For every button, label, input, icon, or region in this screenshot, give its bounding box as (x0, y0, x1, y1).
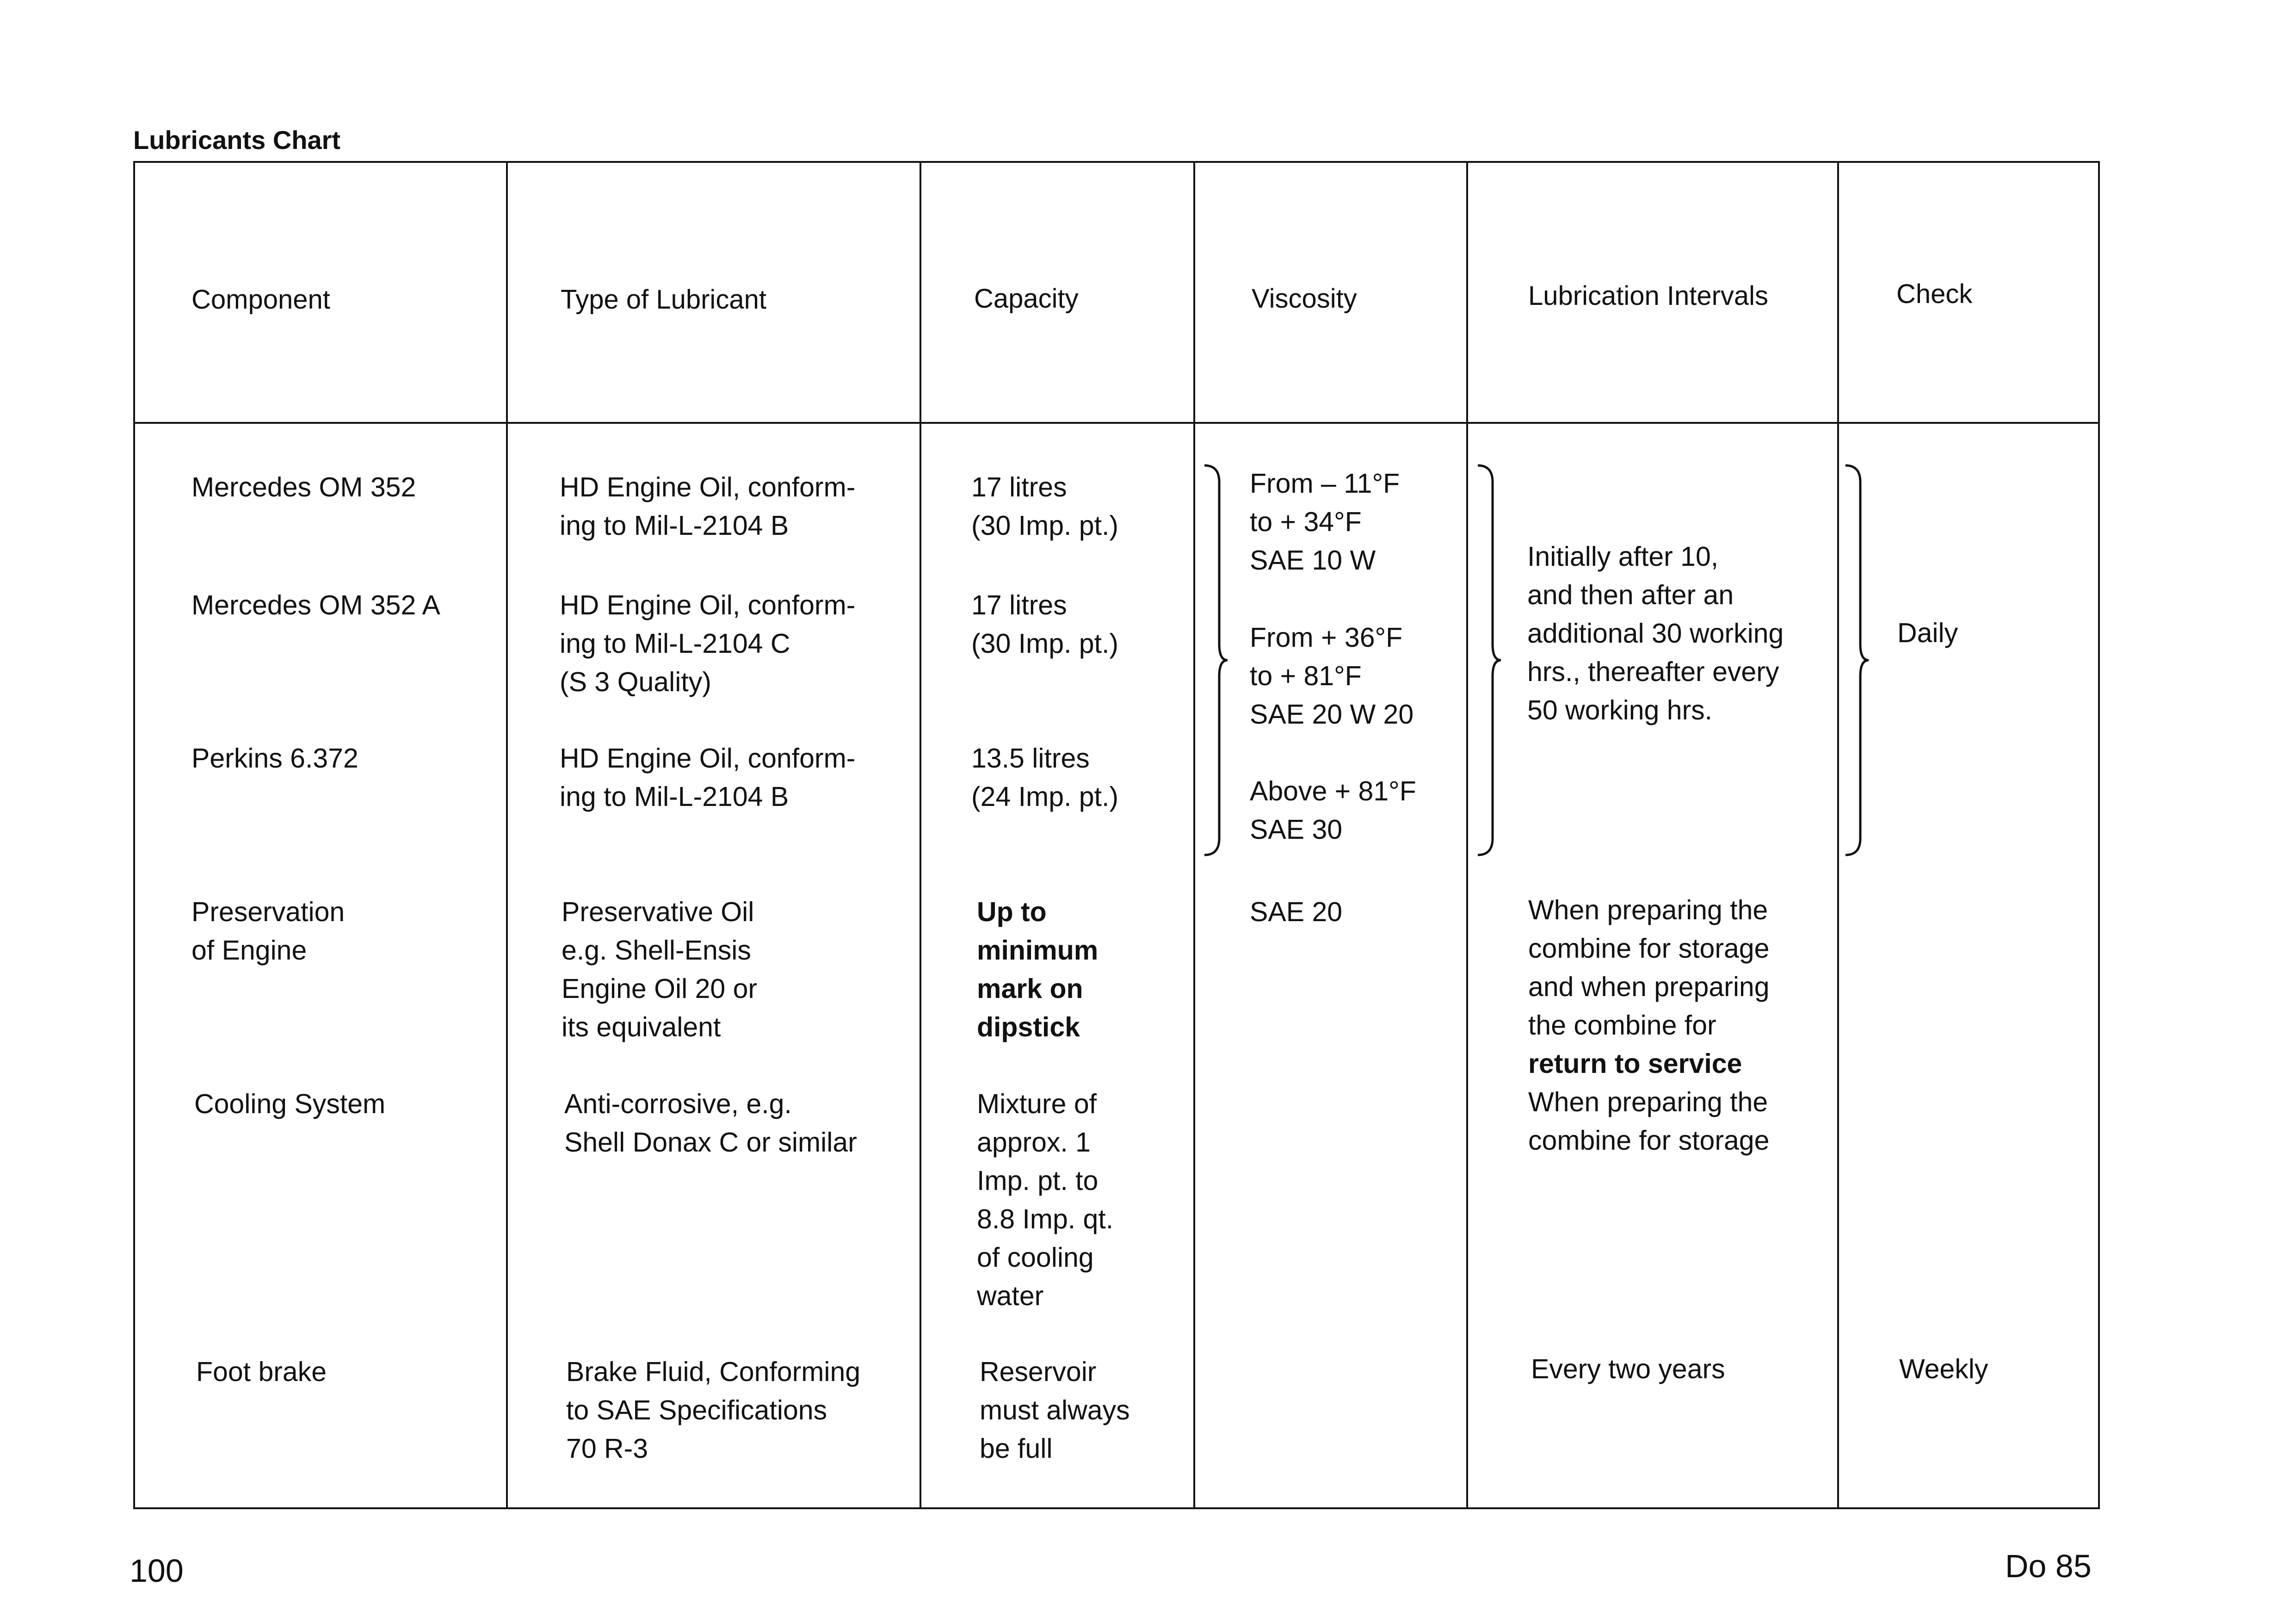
row-5-intervals: When preparing the combine for storage (1528, 1087, 1770, 1156)
engine-check: Daily (1897, 618, 1958, 648)
header-capacity: Capacity (974, 284, 1079, 314)
row-6-component: Foot brake (196, 1357, 327, 1387)
row-2-type: HD Engine Oil, conform- ing to Mil-L-2104 C (S 3 Quality) (560, 590, 856, 697)
row-6-intervals: Every two years (1531, 1354, 1725, 1384)
row-4-viscosity: SAE 20 (1250, 897, 1343, 927)
row-4-capacity: Up to minimum mark on dipstick (977, 897, 1099, 1042)
chart-title: Lubricants Chart (133, 125, 341, 155)
row-3-component: Perkins 6.372 (191, 743, 358, 774)
row-4-type: Preservative Oil e.g. Shell-Ensis Engine Oil 20 or its equivalent (562, 897, 758, 1042)
row-6-type: Brake Fluid, Conforming to SAE Specifications 70 R-3 (566, 1357, 861, 1464)
viscosity-range-1: From – 11°F to + 34°F SAE 10 W (1250, 468, 1400, 576)
column-divider (1466, 163, 1468, 1507)
row-2-component: Mercedes OM 352 A (191, 590, 440, 620)
viscosity-brace (1201, 464, 1233, 857)
row-5-component: Cooling System (194, 1089, 386, 1119)
header-type: Type of Lubricant (561, 285, 766, 315)
row-4-component: Preservation of Engine (191, 897, 345, 966)
column-divider (1193, 163, 1195, 1507)
row-5-type: Anti-corrosive, e.g. Shell Donax C or similar (564, 1089, 857, 1158)
row-5-capacity: Mixture of approx. 1 Imp. pt. to 8.8 Imp. qt. of cooling water (977, 1089, 1114, 1311)
header-check: Check (1896, 279, 1973, 309)
row-3-type: HD Engine Oil, conform- ing to Mil-L-2104 B (560, 743, 856, 812)
header-intervals: Lubrication Intervals (1528, 281, 1769, 311)
row-4-intervals: When preparing the combine for storage and when preparing the combine for (1528, 895, 1770, 1041)
row-6-check: Weekly (1899, 1354, 1988, 1384)
row-2-capacity: 17 litres (30 Imp. pt.) (971, 590, 1119, 659)
check-brace (1842, 464, 1874, 857)
viscosity-range-3: Above + 81°F SAE 30 (1250, 776, 1416, 845)
header-viscosity: Viscosity (1252, 284, 1357, 314)
column-divider (506, 163, 508, 1507)
row-6-capacity: Reservoir must always be full (980, 1357, 1130, 1464)
document-code: Do 85 (2005, 1548, 2092, 1584)
row-1-component: Mercedes OM 352 (191, 472, 416, 502)
page-number: 100 (130, 1553, 184, 1589)
lubricants-table (133, 161, 2100, 1509)
row-1-capacity: 17 litres (30 Imp. pt.) (971, 472, 1119, 541)
intervals-brace (1474, 464, 1506, 857)
header-divider (135, 422, 2098, 424)
header-component: Component (191, 285, 330, 315)
engine-intervals: Initially after 10, and then after an additional 30 working hrs., thereafter every 50 working hrs. (1527, 541, 1784, 725)
row-4-intervals-bold: return to service (1528, 1048, 1742, 1079)
column-divider (920, 163, 921, 1507)
viscosity-range-2: From + 36°F to + 81°F SAE 20 W 20 (1250, 622, 1414, 730)
column-divider (1837, 163, 1839, 1507)
row-1-type: HD Engine Oil, conform- ing to Mil-L-2104 B (560, 472, 856, 541)
row-3-capacity: 13.5 litres (24 Imp. pt.) (971, 743, 1119, 812)
